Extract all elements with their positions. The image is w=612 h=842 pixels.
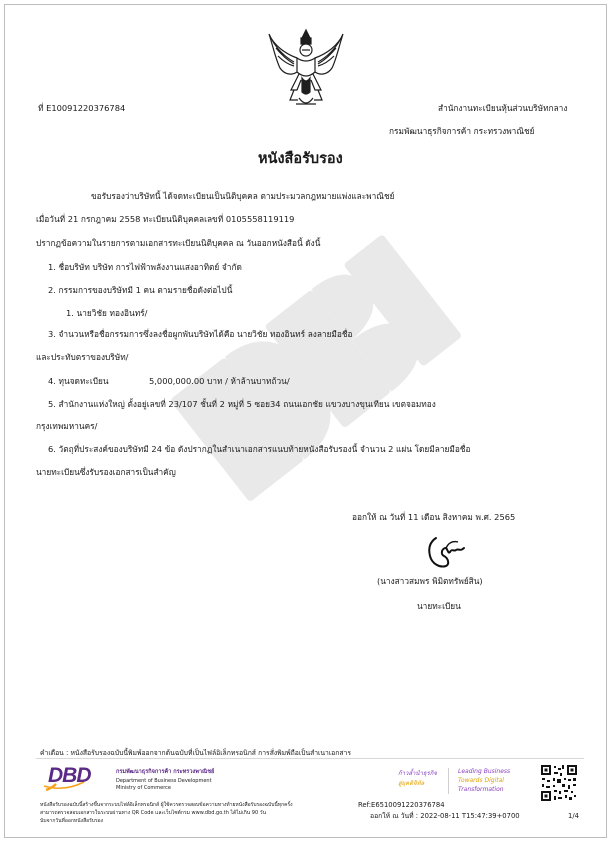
footer-dept-en-2: Ministry of Commerce xyxy=(116,785,171,791)
intro-line-2: เมื่อวันที่ 21 กรกฎาคม 2558 ทะเบียนนิติบุคคลเลขที่ 0105558119119 xyxy=(36,214,295,224)
slogan-en-1: Leading Business xyxy=(458,768,511,775)
garuda-emblem-icon xyxy=(266,28,346,110)
slogan-en-2: Towards Digital xyxy=(458,777,504,784)
page-number: 1/4 xyxy=(568,812,579,820)
footer-printed-timestamp: ออกให้ ณ วันที่ : 2022-08-11 T15:47:39+0700 xyxy=(370,812,520,820)
footer-dept-en-1: Department of Business Development xyxy=(116,778,212,784)
item-director-1: 1. นายวิชัย ทองอินทร์/ xyxy=(66,308,148,318)
footer-warning: คำเตือน : หนังสือรับรองฉบับนี้พิมพ์ออกจากต้นฉบับที่เป็นไฟล์อิเล็กทรอนิกส์ การสั่งพิมพ์ถือเป็นสำเนาเอกสาร xyxy=(40,749,351,757)
signature-icon xyxy=(420,534,472,572)
intro-line-3: ปรากฏข้อความในรายการตามเอกสารทะเบียนนิติบุคคล ณ วันออกหนังสือนี้ ดังนี้ xyxy=(36,238,321,248)
item-capital-label: 4. ทุนจดทะเบียน xyxy=(48,376,109,386)
item-head-office: 5. สำนักงานแห่งใหญ่ ตั้งอยู่เลขที่ 23/107 ชั้นที่ 2 หมู่ที่ 5 ซอย34 ถนนเอกชัย แขวงบางขุนเทียน เขตจอมทอง xyxy=(48,399,436,409)
item-signing-authority-cont: และประทับตราของบริษัท/ xyxy=(36,352,129,362)
page-title: หนังสือรับรอง xyxy=(258,151,343,167)
item-capital-value: 5,000,000.00 บาท / ห้าล้านบาทถ้วน/ xyxy=(149,376,290,386)
issuer-department: กรมพัฒนาธุรกิจการค้า กระทรวงพาณิชย์ xyxy=(389,126,535,136)
item-head-office-cont: กรุงเทพมหานคร/ xyxy=(36,421,98,431)
footer-ref: Ref:E6510091220376784 xyxy=(358,801,445,809)
signatory-name: (นางสาวสมพร พิมิตทรัพย์สิน) xyxy=(377,576,483,586)
dbd-logo-text: DBD xyxy=(48,764,91,787)
item-objectives: 6. วัตถุที่ประสงค์ของบริษัทมี 24 ข้อ ดังปรากฏในสำเนาเอกสารแนบท้ายหนังสือรับรองนี้ จำนวน 2 แผ่น โดยมีลายมือชื่อ xyxy=(48,444,471,454)
item-objectives-cont: นายทะเบียนซึ่งรับรองเอกสารเป็นสำคัญ xyxy=(36,467,176,477)
slogan-th-2: สู่ยุคดิจิทัล xyxy=(398,780,425,787)
dbd-logo xyxy=(42,764,112,794)
footer-divider xyxy=(36,758,584,759)
intro-line-1: ขอรับรองว่าบริษัทนี้ ได้จดทะเบียนเป็นนิติบุคคล ตามประมวลกฎหมายแพ่งและพาณิชย์ xyxy=(91,191,395,201)
signatory-position: นายทะเบียน xyxy=(417,601,461,611)
slogan-en-3: Transformation xyxy=(458,786,504,793)
item-directors-count: 2. กรรมการของบริษัทมี 1 คน ตามรายชื่อดังต่อไปนี้ xyxy=(48,285,233,295)
footer-note-3: นับจากวันที่ออกหนังสือรับรอง xyxy=(40,818,104,824)
qr-code-icon[interactable] xyxy=(540,764,578,802)
item-company-name: 1. ชื่อบริษัท บริษัท การไฟฟ้าพลังงานแสงอาทิตย์ จำกัด xyxy=(48,262,242,272)
document-number: ที่ E10091220376784 xyxy=(38,103,126,113)
footer-note-1: หนังสือรับรองฉบับนี้สร้างขึ้นจากระบบไฟล์อิเล็กทรอนิกส์ ผู้ใช้ควรตรวจสอบข้อความทางท้ายหนังสือรับรองฉบับนี้ทุกครั้ง xyxy=(40,802,293,808)
footer-dept-th: กรมพัฒนาธุรกิจการค้า กระทรวงพาณิชย์ xyxy=(116,769,215,775)
item-signing-authority: 3. จำนวนหรือชื่อกรรมการซึ่งลงชื่อผูกพันบริษัทได้คือ นายวิชัย ทองอินทร์ ลงลายมือชื่อ xyxy=(48,329,353,339)
slogan-divider xyxy=(448,768,449,794)
issuer-office: สำนักงานทะเบียนหุ้นส่วนบริษัทกลาง xyxy=(438,103,568,113)
slogan-th-1: ก้าวล้ำนำธุรกิจ xyxy=(398,770,437,777)
footer-note-2: สามารถตรวจสอบเอกสารในระบบผ่านทาง QR Code และเว็บไซต์กรม www.dbd.go.th ได้ไม่เกิน 90 วัน xyxy=(40,810,266,816)
issue-date: ออกให้ ณ วันที่ 11 เดือน สิงหาคม พ.ศ. 2565 xyxy=(352,512,516,522)
